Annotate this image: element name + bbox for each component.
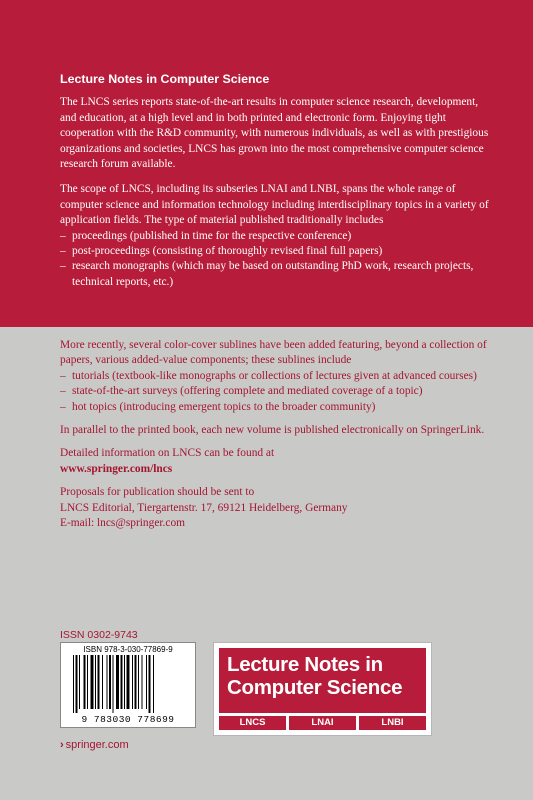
logo-banner: [219, 648, 426, 713]
logo-tab-lnbi: LNBI: [359, 716, 426, 730]
list-item: – hot topics (introducing emergent topics to the broader community): [60, 400, 376, 413]
list-item: – research monographs (which may be based on outstanding PhD work, research projects, technical reports, etc.): [60, 260, 474, 288]
material-list: [60, 229, 490, 291]
bottom-text-block: [60, 338, 500, 531]
top-text-block: [60, 72, 490, 290]
issn-number: ISSN 0302-9743: [60, 629, 138, 641]
springerlink-paragraph: In parallel to the printed book, each new volume is published electronically on SpringerLink.: [60, 424, 485, 437]
sublines-paragraph: More recently, several color-cover sublines have been added featuring, beyond a collection of papers, various added-value components; these sublines include: [60, 339, 487, 367]
list-item: – state-of-the-art surveys (offering complete and mediated coverage of a topic): [60, 385, 423, 398]
lncs-logo: [213, 642, 432, 736]
isbn-number: ISBN 978-3-030-77869-9: [83, 645, 173, 654]
logo-tab-lnai: LNAI: [289, 716, 356, 730]
barcode: [60, 642, 196, 728]
sublines-list: [60, 369, 500, 415]
list-item: – tutorials (textbook-like monographs or collections of lectures given at advanced courses): [60, 369, 477, 382]
contact-email[interactable]: E-mail: lncs@springer.com: [60, 517, 186, 530]
info-line: Detailed information on LNCS can be found at: [60, 447, 275, 460]
proposals-line: Proposals for publication should be sent to: [60, 486, 255, 499]
series-description: The LNCS series reports state-of-the-art results in computer science research, development, and education, at a high level and in both printed and electronic form. Enjoying tight cooperation with the R&D community, with numerous individuals, as well as with prestigious organizations and societies, LNCS has grown into the most comprehensive computer science research forum available.: [60, 96, 489, 171]
barcode-digits: 9 783030 778699: [81, 714, 175, 725]
logo-subseries: [219, 716, 426, 730]
series-heading: Lecture Notes in Computer Science: [60, 72, 270, 86]
lncs-url[interactable]: www.springer.com/lncs: [60, 462, 173, 475]
list-item: – post-proceedings (consisting of thoroughly revised final full papers): [60, 245, 383, 258]
editorial-address: LNCS Editorial, Tiergartenstr. 17, 69121 Heidelberg, Germany: [60, 501, 348, 514]
scope-paragraph: The scope of LNCS, including its subseries LNAI and LNBI, spans the whole range of computer science and information technology including interdisciplinary topics in a variety of application fields. The type of material published traditionally includes: [60, 183, 489, 227]
publisher-name: springer.com: [65, 739, 129, 751]
logo-tab-lncs: LNCS: [219, 716, 286, 730]
publisher-link[interactable]: [60, 739, 129, 751]
logo-title: Lecture Notes in Computer Science: [227, 653, 403, 699]
barcode-bars-icon: [71, 655, 185, 713]
chevron-right-icon: ›: [60, 739, 64, 751]
list-item: – proceedings (published in time for the respective conference): [60, 229, 352, 242]
